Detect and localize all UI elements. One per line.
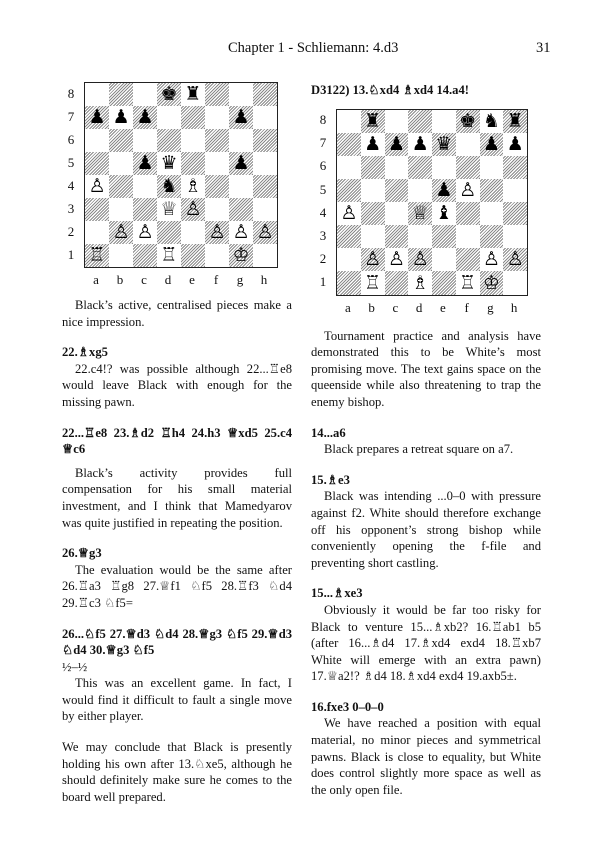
board-square	[253, 198, 277, 221]
board-square	[432, 110, 456, 133]
rank-label: 6	[319, 158, 327, 174]
board-square	[337, 225, 361, 248]
paragraph: Black prepares a retreat square on a7.	[324, 442, 514, 457]
board-square	[480, 248, 504, 271]
chess-piece: ♔	[482, 271, 500, 294]
board-square	[385, 225, 409, 248]
chess-piece: ♙	[232, 221, 250, 243]
board-square	[432, 225, 456, 248]
chess-piece: ♙	[184, 198, 202, 220]
board-square	[480, 156, 504, 179]
board-square	[109, 83, 133, 106]
paragraph: This was an excellent game. In fact, I would find it difficult to fault a single move by either player.	[62, 676, 292, 724]
chess-piece: ♙	[506, 248, 524, 271]
move-heading: 15...♗xe3	[311, 586, 363, 601]
board-square	[205, 198, 229, 221]
board-square	[85, 152, 109, 175]
board-square	[408, 202, 432, 225]
board-square	[85, 129, 109, 152]
board-square	[157, 106, 181, 129]
board-square	[181, 175, 205, 198]
board-square	[480, 271, 504, 294]
board-square	[181, 221, 205, 244]
board-square	[85, 244, 109, 267]
board-square	[181, 129, 205, 152]
board-square	[456, 179, 480, 202]
board-square	[157, 221, 181, 244]
file-label: a	[93, 272, 99, 287]
file-label: g	[487, 299, 494, 315]
paragraph: 22.c4!? was possible although 22...♖e8 would leave Black with enough for the missing pawn.	[62, 361, 292, 409]
chess-piece: ♙	[364, 248, 382, 271]
rank-label: 2	[319, 250, 327, 266]
board-square	[456, 248, 480, 271]
left-column	[62, 82, 292, 805]
board-square	[480, 133, 504, 156]
rank-label: 3	[319, 227, 327, 243]
chapter-title: Chapter 1 - Schliemann: 4.d3	[228, 40, 399, 56]
board-square	[157, 83, 181, 106]
board-square	[253, 129, 277, 152]
board-square	[337, 271, 361, 294]
board-square	[85, 175, 109, 198]
board-square	[253, 83, 277, 106]
board-square	[133, 129, 157, 152]
chess-piece: ♙	[112, 221, 130, 243]
rank-label: 4	[67, 177, 75, 193]
rank-label: 4	[319, 204, 327, 220]
board-square	[205, 83, 229, 106]
file-label: c	[392, 299, 399, 315]
chess-piece: ♙	[411, 248, 429, 271]
board-square	[205, 244, 229, 267]
chess-piece: ♙	[459, 179, 477, 202]
board-square	[456, 202, 480, 225]
board-square	[337, 133, 361, 156]
paragraph: Black’s activity provides full compensation for his small material investment, and I think that Mamedyarov was quite justified in repeating the position.	[62, 465, 292, 530]
board-square	[432, 248, 456, 271]
board-square	[133, 83, 157, 106]
chess-piece: ♗	[184, 175, 202, 197]
board-square	[229, 106, 253, 129]
board-square	[503, 271, 527, 294]
board-square	[503, 156, 527, 179]
board-square	[408, 156, 432, 179]
board-square	[229, 129, 253, 152]
board-square	[361, 179, 385, 202]
board-square	[385, 271, 409, 294]
chess-piece: ♞	[482, 109, 500, 132]
chess-piece: ♙	[136, 221, 154, 243]
rank-label: 8	[319, 112, 327, 128]
chess-piece: ♕	[160, 198, 178, 220]
rank-label: 2	[67, 223, 75, 239]
chess-piece: ♜	[506, 109, 524, 132]
board-square	[157, 175, 181, 198]
chess-piece: ♟	[387, 132, 405, 155]
board-square	[133, 244, 157, 267]
board-square	[133, 221, 157, 244]
file-label: e	[439, 299, 446, 315]
board-square	[205, 129, 229, 152]
board-square	[361, 271, 385, 294]
board-square	[480, 110, 504, 133]
board-square	[480, 179, 504, 202]
chess-piece: ♙	[340, 202, 358, 225]
board-square	[133, 152, 157, 175]
board-square	[253, 106, 277, 129]
board-square	[456, 271, 480, 294]
rank-label: 7	[319, 135, 327, 151]
board-square	[480, 225, 504, 248]
chess-piece: ♝	[435, 202, 453, 225]
board-square	[157, 152, 181, 175]
board-square	[408, 133, 432, 156]
chess-piece: ♙	[387, 248, 405, 271]
chess-piece: ♟	[482, 132, 500, 155]
board-square	[361, 110, 385, 133]
board-square	[253, 221, 277, 244]
board-square	[205, 152, 229, 175]
rank-label: 3	[67, 200, 75, 216]
board-square	[361, 225, 385, 248]
chess-piece: ♟	[435, 179, 453, 202]
board-square	[181, 198, 205, 221]
chess-piece: ♛	[435, 132, 453, 155]
chess-piece: ♟	[411, 132, 429, 155]
board-square	[503, 133, 527, 156]
board-square	[85, 83, 109, 106]
chess-piece: ♔	[232, 244, 250, 266]
chess-piece: ♙	[482, 248, 500, 271]
board-square	[181, 152, 205, 175]
board-square	[181, 83, 205, 106]
board-square	[253, 244, 277, 267]
board-square	[85, 198, 109, 221]
board-square	[133, 175, 157, 198]
board-square	[432, 133, 456, 156]
board-square	[157, 198, 181, 221]
left-chess-diagram	[62, 82, 292, 292]
file-label: h	[260, 272, 268, 287]
move-heading: 22.♗xg5	[62, 345, 108, 360]
board-square	[503, 202, 527, 225]
board-square	[337, 156, 361, 179]
chess-piece: ♖	[364, 271, 382, 294]
board-square	[385, 248, 409, 271]
board-square	[385, 202, 409, 225]
board-square	[229, 221, 253, 244]
board-square	[432, 156, 456, 179]
board-square	[361, 133, 385, 156]
file-label: d	[164, 272, 172, 287]
board-square	[408, 110, 432, 133]
board-square	[181, 106, 205, 129]
board-square	[337, 179, 361, 202]
chess-piece: ♟	[506, 132, 524, 155]
board-square	[253, 152, 277, 175]
chess-piece: ♞	[160, 175, 178, 197]
chess-piece: ♚	[459, 109, 477, 132]
board-square	[109, 106, 133, 129]
page-number: 31	[536, 40, 551, 56]
move-heading: 26.♕g3	[62, 546, 102, 561]
chess-board	[84, 82, 278, 268]
board-square	[503, 225, 527, 248]
file-label: d	[415, 299, 423, 315]
file-label: b	[116, 272, 124, 287]
file-label: e	[189, 272, 195, 287]
board-square	[109, 152, 133, 175]
file-label: g	[236, 272, 244, 287]
board-square	[385, 156, 409, 179]
board-square	[408, 179, 432, 202]
file-label: f	[464, 299, 469, 315]
board-square	[85, 221, 109, 244]
board-square	[385, 133, 409, 156]
file-label: c	[141, 272, 147, 287]
board-square	[205, 106, 229, 129]
chess-piece: ♖	[459, 271, 477, 294]
chess-piece: ♙	[256, 221, 274, 243]
board-square	[109, 175, 133, 198]
paragraph: Black was intending ...0–0 with pressure against f2. White should therefore exchange off his opponent’s strong bishop while conveniently opening the f-file and preventing short castling.	[311, 489, 541, 570]
board-square	[229, 152, 253, 175]
board-square	[432, 202, 456, 225]
paragraph: Tournament practice and analysis have demonstrated this to be White’s most promising move. The text gains space on the queenside while also threatening to trap the enemy bishop.	[311, 328, 541, 409]
rank-label: 7	[67, 108, 75, 124]
move-heading: 22...♖e8 23.♗d2 ♖h4 24.h3 ♕xd5 25.c4 ♕c6	[62, 425, 292, 457]
rank-label: 5	[67, 154, 75, 170]
board-square	[337, 110, 361, 133]
chess-piece: ♕	[411, 202, 429, 225]
board-square	[157, 244, 181, 267]
board-square	[229, 198, 253, 221]
board-square	[157, 129, 181, 152]
chess-piece: ♗	[411, 271, 429, 294]
game-result: ½–½	[62, 659, 88, 674]
chess-piece: ♟	[364, 132, 382, 155]
rank-label: 8	[67, 85, 75, 101]
board-square	[109, 198, 133, 221]
board-square	[408, 225, 432, 248]
paragraph: We may conclude that Black is presently holding his own after 13.♘xe5, although he should definitely make sure he comes to the board well prepared.	[62, 740, 292, 804]
chess-piece: ♟	[136, 106, 154, 128]
board-square	[503, 248, 527, 271]
chess-piece: ♖	[88, 244, 106, 266]
rank-label: 1	[67, 246, 75, 262]
paragraph: We have reached a position with equal material, no minor pieces and symmetrical pawns. Black is close to equality, but White does control slightly more space as well as the only open file.	[311, 716, 541, 797]
rank-label: 6	[67, 131, 75, 147]
board-square	[85, 106, 109, 129]
board-square	[205, 175, 229, 198]
file-label: f	[213, 272, 219, 287]
chess-piece: ♜	[364, 109, 382, 132]
board-square	[480, 202, 504, 225]
board-square	[361, 248, 385, 271]
board-square	[133, 106, 157, 129]
board-square	[432, 271, 456, 294]
board-square	[456, 110, 480, 133]
board-square	[229, 175, 253, 198]
right-column	[311, 82, 541, 798]
board-square	[361, 202, 385, 225]
board-square	[133, 198, 157, 221]
board-square	[109, 244, 133, 267]
board-square	[337, 248, 361, 271]
paragraph: The evaluation would be the same after 26.♖a3 ♖g8 27.♕f1 ♘f5 28.♖f3 ♘d4 29.♖c3 ♘f5=	[62, 562, 292, 610]
chess-board	[336, 109, 528, 296]
chess-piece: ♟	[136, 152, 154, 174]
move-heading: 15.♗e3	[311, 472, 350, 487]
chess-piece: ♟	[112, 106, 130, 128]
board-square	[503, 179, 527, 202]
board-square	[229, 244, 253, 267]
chess-piece: ♙	[88, 175, 106, 197]
board-square	[408, 271, 432, 294]
board-square	[456, 156, 480, 179]
board-square	[109, 221, 133, 244]
file-label: h	[510, 299, 518, 315]
diagram-caption: Black’s active, centralised pieces make a nice impression.	[62, 298, 292, 329]
board-square	[456, 225, 480, 248]
board-square	[205, 221, 229, 244]
rank-label: 1	[319, 274, 327, 290]
chess-piece: ♙	[208, 221, 226, 243]
board-square	[385, 179, 409, 202]
board-square	[253, 175, 277, 198]
move-heading: 14...a6	[311, 425, 346, 440]
board-square	[229, 83, 253, 106]
line-heading: D3122) 13.♘xd4 ♗xd4 14.a4!	[311, 83, 469, 97]
running-header	[0, 40, 600, 58]
file-label: a	[344, 299, 351, 315]
right-chess-diagram	[311, 109, 541, 321]
board-square	[361, 156, 385, 179]
move-heading: 26...♘f5 27.♕d3 ♘d4 28.♕g3 ♘f5 29.♕d3 ♘d4 30.♕g3 ♘f5	[62, 626, 292, 658]
move-heading: 16.fxe3 0–0–0	[311, 699, 384, 714]
board-square	[109, 129, 133, 152]
chess-piece: ♜	[184, 83, 202, 105]
board-square	[337, 202, 361, 225]
chess-piece: ♟	[232, 106, 250, 128]
board-square	[432, 179, 456, 202]
board-square	[503, 110, 527, 133]
board-square	[408, 248, 432, 271]
paragraph: Obviously it would be far too risky for Black to venture 15...♗xb2? 16.♖ab1 b5 (after 16...♗d4 17.♗xd4 exd4 18.♖xb7 White will emerge with an extra pawn) 17.♕a2!? ♗d4 18.♗xd4 exd4 19.axb5±.	[311, 602, 541, 684]
chess-piece: ♚	[160, 83, 178, 105]
board-square	[456, 133, 480, 156]
chess-piece: ♟	[232, 152, 250, 174]
rank-label: 5	[319, 181, 327, 197]
board-square	[181, 244, 205, 267]
chess-piece: ♟	[88, 106, 106, 128]
board-square	[385, 110, 409, 133]
chess-piece: ♛	[160, 152, 178, 174]
file-label: b	[368, 299, 375, 315]
chess-piece: ♖	[160, 244, 178, 266]
